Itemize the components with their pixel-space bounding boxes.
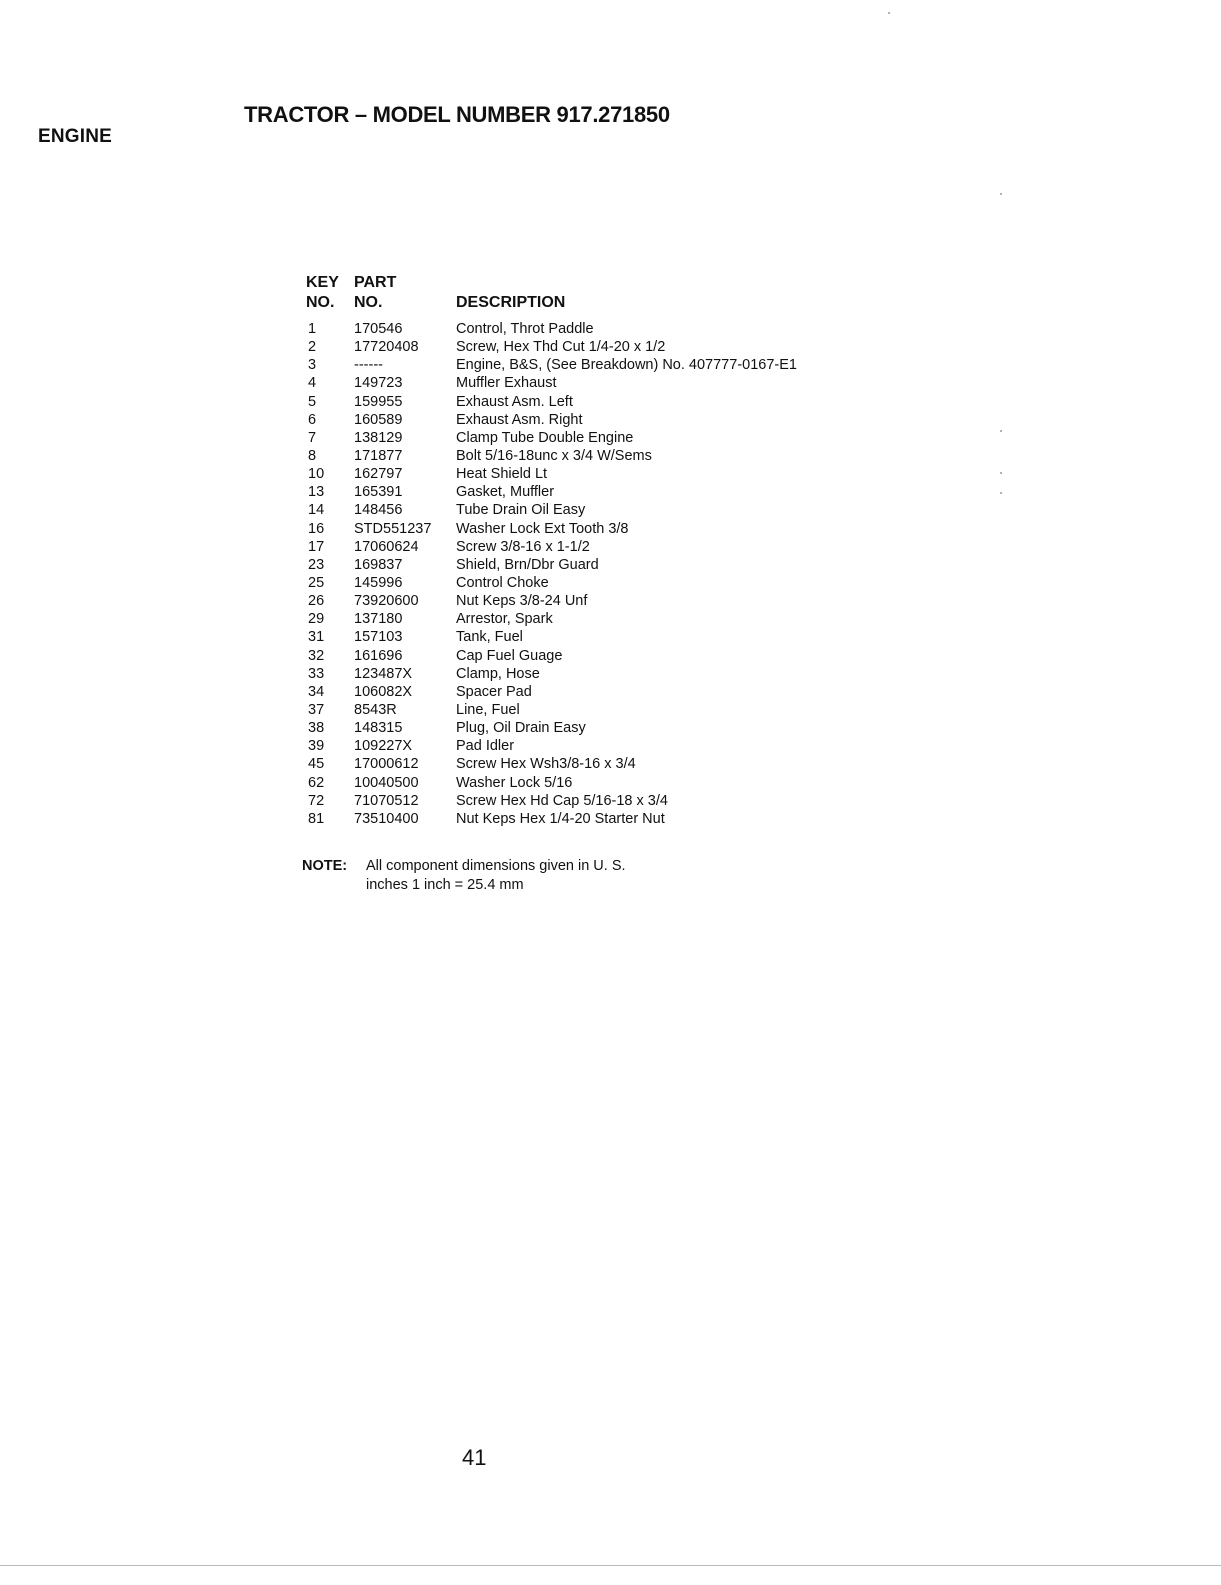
table-row	[304, 356, 944, 374]
part-no-cell: 137180	[354, 611, 403, 628]
part-no-cell: STD551237	[354, 520, 432, 537]
part-no-cell: 123487X	[354, 665, 413, 682]
table-row	[304, 338, 944, 356]
description-cell: Cap Fuel Guage	[456, 647, 563, 664]
key-no-cell: 2	[308, 339, 317, 356]
key-no-cell: 13	[308, 484, 325, 501]
key-no-cell: 37	[308, 701, 325, 718]
part-no-cell: 17720408	[354, 339, 419, 356]
part-no-cell: 8543R	[354, 701, 397, 718]
key-no-cell: 5	[308, 393, 317, 410]
description-cell: Washer Lock Ext Tooth 3/8	[456, 520, 629, 537]
table-row	[304, 592, 944, 610]
description-header: DESCRIPTION	[456, 294, 566, 311]
description-cell: Heat Shield Lt	[456, 466, 548, 483]
key-no-cell: 6	[308, 411, 317, 428]
key-no-cell: 3	[308, 357, 317, 374]
description-cell: Bolt 5/16-18unc x 3/4 W/Sems	[456, 447, 652, 464]
note	[302, 857, 626, 895]
part-no-cell: 157103	[354, 629, 403, 646]
table-row	[304, 393, 944, 411]
table-row	[304, 538, 944, 556]
key-no-cell: 26	[308, 593, 325, 610]
part-header-line2: NO.	[354, 294, 383, 311]
key-no-cell: 17	[308, 538, 325, 555]
description-cell: Tank, Fuel	[456, 629, 523, 646]
part-no-cell: 106082X	[354, 683, 413, 700]
part-no-cell: 170546	[354, 321, 403, 337]
part-no-cell: 71070512	[354, 792, 419, 809]
parts-table	[304, 274, 944, 828]
table-row	[304, 792, 944, 810]
note-label: NOTE:	[302, 858, 348, 874]
part-no-cell: 169837	[354, 556, 403, 573]
table-row	[304, 719, 944, 737]
key-no-cell: 81	[308, 810, 325, 827]
part-no-cell: ------	[354, 357, 383, 374]
table-header-row-1	[304, 274, 944, 294]
table-row	[304, 665, 944, 683]
part-no-cell: 73920600	[354, 593, 419, 610]
part-no-cell: 159955	[354, 393, 403, 410]
key-no-cell: 8	[308, 447, 317, 464]
description-cell: Exhaust Asm. Left	[456, 393, 573, 410]
key-no-cell: 39	[308, 738, 325, 755]
part-no-cell: 138129	[354, 429, 403, 446]
description-cell: Shield, Brn/Dbr Guard	[456, 556, 599, 573]
table-row	[304, 374, 944, 392]
part-no-cell: 165391	[354, 484, 403, 501]
description-cell: Engine, B&S, (See Breakdown) No. 407777-0167-E1	[456, 357, 797, 374]
key-no-cell: 4	[308, 375, 317, 392]
key-header-line1: KEY	[306, 274, 339, 291]
key-no-cell: 32	[308, 647, 325, 664]
scan-speck	[888, 12, 890, 14]
note-text-line1: All component dimensions given in U. S.	[366, 858, 626, 874]
description-cell: Screw Hex Wsh3/8-16 x 3/4	[456, 756, 636, 773]
key-no-cell: 31	[308, 629, 325, 646]
table-row	[304, 810, 944, 828]
key-no-cell: 23	[308, 556, 325, 573]
part-no-cell: 17000612	[354, 756, 419, 773]
description-cell: Screw Hex Hd Cap 5/16-18 x 3/4	[456, 792, 668, 809]
description-cell: Screw 3/8-16 x 1-1/2	[456, 538, 590, 555]
table-row	[304, 411, 944, 429]
description-cell: Nut Keps Hex 1/4-20 Starter Nut	[456, 810, 665, 827]
part-no-cell: 109227X	[354, 738, 413, 755]
key-no-cell: 72	[308, 792, 325, 809]
description-cell: Plug, Oil Drain Easy	[456, 720, 586, 737]
page-bottom-rule	[0, 1565, 1221, 1566]
table-row	[304, 774, 944, 792]
scan-speck	[1000, 193, 1002, 195]
description-cell: Tube Drain Oil Easy	[456, 502, 586, 519]
key-no-cell: 25	[308, 574, 325, 591]
table-row	[304, 429, 944, 447]
note-line1	[302, 857, 626, 876]
table-row	[304, 737, 944, 755]
table-row	[304, 556, 944, 574]
table-row	[304, 628, 944, 646]
key-no-cell: 33	[308, 665, 325, 682]
table-row	[304, 447, 944, 465]
description-cell: Gasket, Muffler	[456, 484, 555, 501]
scan-speck	[1000, 430, 1002, 432]
key-no-cell: 7	[308, 429, 317, 446]
part-no-cell: 73510400	[354, 810, 419, 827]
key-no-cell: 34	[308, 683, 325, 700]
key-no-cell: 16	[308, 520, 325, 537]
key-no-cell: 45	[308, 756, 325, 773]
key-header-line2: NO.	[306, 294, 335, 311]
description-cell: Exhaust Asm. Right	[456, 411, 583, 428]
table-header-row-2	[304, 294, 944, 314]
key-no-cell: 29	[308, 611, 325, 628]
table-row	[304, 701, 944, 719]
table-row	[304, 320, 944, 338]
description-cell: Spacer Pad	[456, 683, 532, 700]
table-row	[304, 610, 944, 628]
key-no-cell: 62	[308, 774, 325, 791]
part-no-cell: 148315	[354, 720, 403, 737]
description-cell: Muffler Exhaust	[456, 375, 557, 392]
table-row	[304, 683, 944, 701]
description-cell: Clamp, Hose	[456, 665, 540, 682]
part-no-cell: 149723	[354, 375, 403, 392]
note-text-line2: inches 1 inch = 25.4 mm	[366, 877, 524, 893]
table-row	[304, 483, 944, 501]
description-cell: Control Choke	[456, 574, 549, 591]
scan-speck	[1000, 492, 1002, 494]
part-no-cell: 145996	[354, 574, 403, 591]
table-row	[304, 465, 944, 483]
description-cell: Clamp Tube Double Engine	[456, 429, 634, 446]
page-number: 41	[462, 1445, 487, 1470]
key-no-cell: 38	[308, 720, 325, 737]
part-no-cell: 160589	[354, 411, 403, 428]
part-no-cell: 148456	[354, 502, 403, 519]
description-cell: Nut Keps 3/8-24 Unf	[456, 593, 588, 610]
part-header-line1: PART	[354, 274, 397, 291]
part-no-cell: 17060624	[354, 538, 419, 555]
scan-speck	[1000, 472, 1002, 474]
part-no-cell: 161696	[354, 647, 403, 664]
parts-list	[304, 320, 944, 828]
table-row	[304, 647, 944, 665]
page-title: TRACTOR – MODEL NUMBER 917.271850	[244, 102, 670, 127]
description-cell: Screw, Hex Thd Cut 1/4-20 x 1/2	[456, 339, 666, 356]
description-cell: Washer Lock 5/16	[456, 774, 573, 791]
table-row	[304, 501, 944, 519]
key-no-cell: 14	[308, 502, 325, 519]
table-row	[304, 574, 944, 592]
table-row	[304, 755, 944, 773]
description-cell: Arrestor, Spark	[456, 611, 553, 628]
part-no-cell: 10040500	[354, 774, 419, 791]
description-cell: Pad Idler	[456, 738, 515, 755]
description-cell: Line, Fuel	[456, 701, 520, 718]
key-no-cell: 1	[308, 321, 317, 337]
description-cell: Control, Throt Paddle	[456, 321, 594, 337]
part-no-cell: 171877	[354, 447, 403, 464]
part-no-cell: 162797	[354, 466, 403, 483]
section-label: ENGINE	[38, 126, 113, 147]
table-row	[304, 520, 944, 538]
key-no-cell: 10	[308, 466, 325, 483]
